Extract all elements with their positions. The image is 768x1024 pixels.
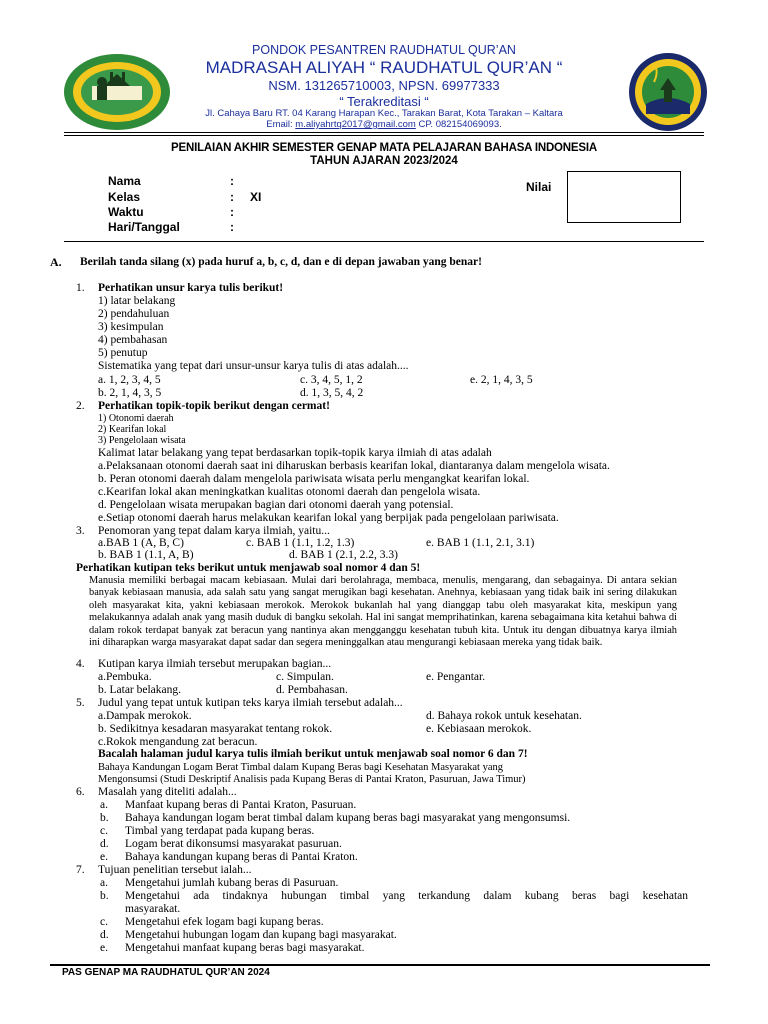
q2-question: Kalimat latar belakang yang tepat berdasarkan topik-topik karya ilmiah di atas adalah [98,447,492,459]
q1-number: 1. [76,282,85,294]
passage2-title-line1: Bahaya Kandungan Logam Berat Timbal dalam Kupang Beras bagi Kesehatan Masyarakat yang [98,762,504,773]
q6-number: 6. [76,786,85,798]
field-nama-label: Nama [108,174,141,188]
school-registration: NSM. 131265710003, NPSN. 69977333 [268,78,500,93]
q4-option-d[interactable]: d. Pembahasan. [276,684,348,696]
q1-item: 2) pendahuluan [98,308,170,320]
field-kelas-label: Kelas [108,190,141,204]
q6-option-d[interactable]: Logam berat dikonsumsi masyarakat pasuruan. [125,838,342,850]
q2-number: 2. [76,400,85,412]
score-label: Nilai [526,180,552,194]
q5-stem: Judul yang tepat untuk kutipan teks karya ilmiah tersebut adalah... [98,697,403,709]
q5-number: 5. [76,697,85,709]
q4-number: 4. [76,658,85,670]
passage2-intro: Bacalah halaman judul karya tulis ilmiah berikut untuk menjawab soal nomor 6 dan 7! [98,748,528,760]
field-kelas-value[interactable]: XI [250,190,262,204]
email-label: Email: [266,119,296,130]
q6-option-b[interactable]: Bahaya kandungan logam berat timbal dalam kupang beras bagi masyarakat yang mengonsumsi. [125,812,571,824]
school-accreditation: “ Terakreditasi “ [339,94,429,109]
field-tanggal-label: Hari/Tanggal [108,220,180,234]
field-colon: : [230,190,234,204]
footer-divider [50,964,710,966]
q3-option-e[interactable]: e. BAB 1 (1.1, 2.1, 3.1) [426,537,535,549]
q1-item: 4) pembahasan [98,334,168,346]
school-address: Jl. Cahaya Baru RT. 04 Karang Harapan Kec., Tarakan Barat, Kota Tarakan – Kaltara [205,108,563,119]
header-divider [64,132,704,133]
q4-option-c[interactable]: c. Simpulan. [276,671,334,683]
q3-number: 3. [76,525,85,537]
field-colon: : [230,205,234,219]
q6-stem: Masalah yang diteliti adalah... [98,786,237,798]
q2-option-e[interactable]: e.Setiap otonomi daerah harus melakukan kearifan lokal yang berpijak pada pengelolaan pariwisata. [98,512,559,524]
q1-item: 3) kesimpulan [98,321,164,333]
q7-option-letter: c. [100,916,108,928]
phone-text: CP. 082154069093. [415,119,502,130]
q6-option-letter: a. [100,799,108,811]
q4-option-a[interactable]: a.Pembuka. [98,671,152,683]
q5-option-a[interactable]: a.Dampak merokok. [98,710,192,722]
passage1-intro: Perhatikan kutipan teks berikut untuk menjawab soal nomor 4 dan 5! [76,562,421,574]
q2-item: 3) Pengelolaan wisata [98,435,186,446]
q3-option-d[interactable]: d. BAB 1 (2.1, 2.2, 3.3) [289,549,398,561]
q7-option-letter: a. [100,877,108,889]
q3-option-b[interactable]: b. BAB 1 (1.1, A, B) [98,549,194,561]
section-letter: A. [50,255,62,269]
q5-option-e[interactable]: e. Kebiasaan merokok. [426,723,532,735]
q2-stem: Perhatikan topik-topik berikut dengan cermat! [98,400,330,412]
q7-option-a[interactable]: Mengetahui jumlah kubang beras di Pasuruan. [125,877,339,889]
field-waktu-label: Waktu [108,205,144,219]
q2-item: 1) Otonomi daerah [98,413,174,424]
school-name: MADRASAH ALIYAH “ RAUDHATUL QUR’AN “ [205,58,563,77]
q6-option-letter: e. [100,851,108,863]
q3-option-c[interactable]: c. BAB 1 (1.1, 1.2, 1.3) [246,537,355,549]
footer-text: PAS GENAP MA RAUDHATUL QUR’AN 2024 [62,967,270,978]
q6-option-a[interactable]: Manfaat kupang beras di Pantai Kraton, Pasuruan. [125,799,357,811]
q4-option-e[interactable]: e. Pengantar. [426,671,486,683]
q5-option-d[interactable]: d. Bahaya rokok untuk kesehatan. [426,710,582,722]
q4-option-b[interactable]: b. Latar belakang. [98,684,182,696]
q2-option-b[interactable]: b. Peran otonomi daerah dalam mengelola pariwisata wisata perlu mengangkat kearifan lokal. [98,473,530,485]
passage2-title-line2: Mengonsumsi (Studi Deskriptif Analisis pada Kupang Beras di Pantai Kraton, Pasuruan, Jawa Timur) [98,774,526,785]
q1-stem: Perhatikan unsur karya tulis berikut! [98,282,284,294]
q2-item: 2) Kearifan lokal [98,424,167,435]
q1-option-c[interactable]: c. 3, 4, 5, 1, 2 [300,374,363,386]
q6-option-letter: c. [100,825,108,837]
field-colon: : [230,220,234,234]
q6-option-e[interactable]: Bahaya kandungan kupang beras di Pantai Kraton. [125,851,358,863]
q5-option-b[interactable]: b. Sedikitnya kesadaran masyarakat tentang rokok. [98,723,333,735]
passage1-text: Manusia memiliki berbagai macam kebiasaan. Mulai dari berolahraga, membaca, menulis, mengarang, dan sebagainya. Di antara sekian banyak kebiasaan manusia, ada salah satu yang sangat merugikan bagi kesehatan. Anehnya, kebiasaan yang tidak baik ini sering dilakukan oleh masyarakat kita, yakni kebiasaan merokok. Merokok bukanlah hal yang dianggap tabu oleh masyarakat kita, meskipun yang melakukannya adalah anak yang masih duduk di bangku sekolah. Hal ini sangat memprihatinkan, karena sebagaimana kita ketahui bahwa di dalam rokok terdapat banyak zat beracun yang nantinya akan mengganggu kesehatan tubuh kita. Untuk itu dengan dibuatnya karya ilmiah ini diharapkan warga masyarakat dapat sadar dan segera meninggalkan atau mengurangi kebiasaan mereka yang tidak baik. [89,575,677,649]
q1-question: Sistematika yang tepat dari unsur-unsur karya tulis di atas adalah.... [98,360,409,372]
q7-stem: Tujuan penelitian tersebut ialah... [98,864,252,876]
q7-option-letter: b. [100,890,109,902]
email-link[interactable]: m.aliyahrtq2017@gmail.com [295,119,416,130]
school-contact [0,119,768,130]
q1-option-a[interactable]: a. 1, 2, 3, 4, 5 [98,374,161,386]
section-instruction: Berilah tanda silang (x) pada huruf a, b, c, d, dan e di depan jawaban yang benar! [80,256,482,268]
q3-stem: Penomoran yang tepat dalam karya ilmiah, yaitu... [98,525,330,537]
q5-option-c[interactable]: c.Rokok mengandung zat beracun. [98,736,258,748]
q7-option-c[interactable]: Mengetahui efek logam bagi kupang beras. [125,916,324,928]
q4-stem: Kutipan karya ilmiah tersebut merupakan bagian... [98,658,332,670]
q2-option-c[interactable]: c.Kearifan lokal akan meningkatkan kualitas otonomi daerah dan pengelola wisata. [98,486,481,498]
q1-option-e[interactable]: e. 2, 1, 4, 3, 5 [470,374,533,386]
q7-option-b-cont: masyarakat. [125,903,181,915]
info-divider [64,241,704,242]
q1-option-b[interactable]: b. 2, 1, 4, 3, 5 [98,387,162,399]
q6-option-letter: b. [100,812,109,824]
field-colon: : [230,174,234,188]
q6-option-letter: d. [100,838,109,850]
q1-item: 1) latar belakang [98,295,176,307]
q7-option-letter: d. [100,929,109,941]
q2-option-a[interactable]: a.Pelaksanaan otonomi daerah saat ini diharuskan berbasis kearifan lokal, diantaranya dalam mengelola wisata. [98,460,610,472]
q1-item: 5) penutup [98,347,148,359]
q3-option-a[interactable]: a.BAB 1 (A, B, C) [98,537,184,549]
q2-option-d[interactable]: d. Pengelolaan wisata merupakan bagian dari otonomi daerah yang potensial. [98,499,454,511]
header-divider-thin [64,135,704,136]
q7-option-letter: e. [100,942,108,954]
exam-year: TAHUN AJARAN 2023/2024 [310,155,458,167]
score-box[interactable] [567,171,681,223]
exam-title: PENILAIAN AKHIR SEMESTER GENAP MATA PELAJARAN BAHASA INDONESIA [171,142,597,154]
q7-option-b[interactable]: Mengetahui ada tindaknya hubungan timbal yang terkandung dalam kubang beras bagi kesehatan [125,890,688,902]
q7-option-e[interactable]: Mengetahui manfaat kupang beras bagi masyarakat. [125,942,365,954]
q6-option-c[interactable]: Timbal yang terdapat pada kupang beras. [125,825,315,837]
q1-option-d[interactable]: d. 1, 3, 5, 4, 2 [300,387,364,399]
q7-number: 7. [76,864,85,876]
q7-option-d[interactable]: Mengetahui hubungan logam dan kupang bagi masyarakat. [125,929,397,941]
school-org-name: PONDOK PESANTREN RAUDHATUL QUR’AN [252,43,516,57]
